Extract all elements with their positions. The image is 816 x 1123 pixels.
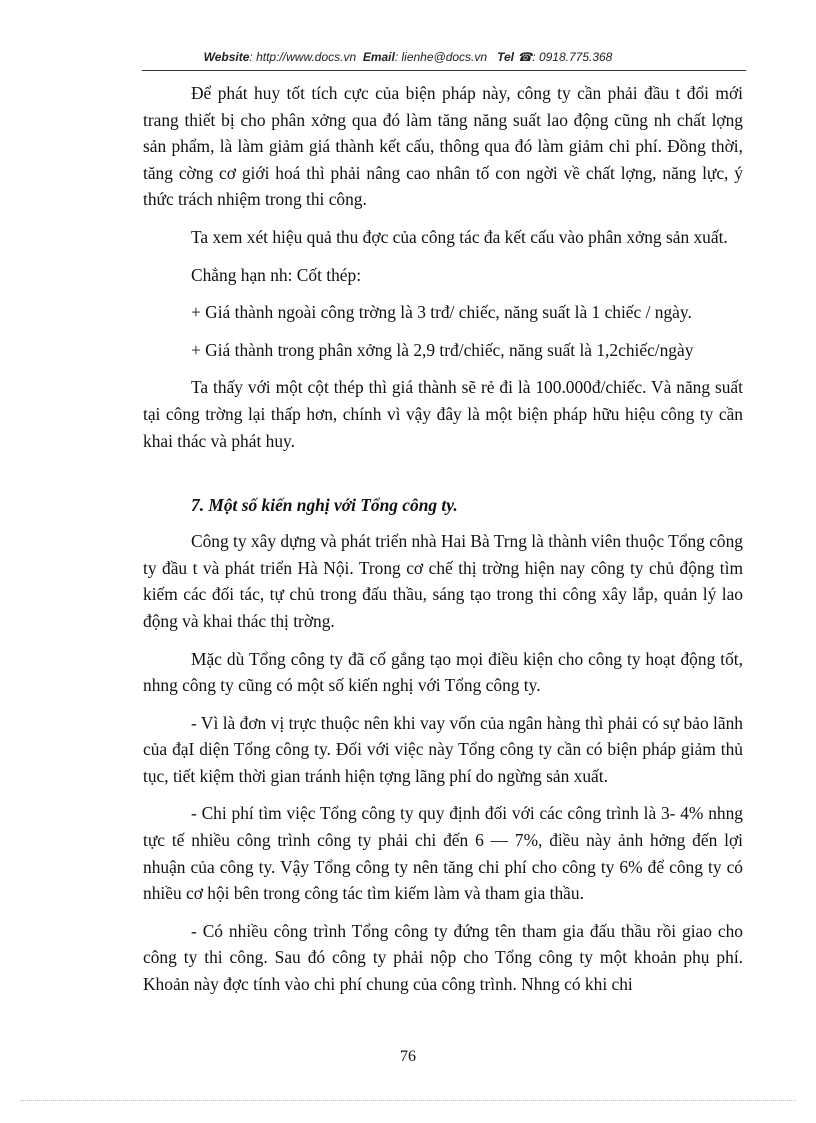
header-rule [142, 70, 746, 71]
paragraph: - Chi phí tìm việc Tổng công ty quy định đối với các công trình là 3- 4% nhng tực tế nhiều công trình công ty phải chi đến 6 — 7%, điều này ảnh hởng đến lợi nhuận của công ty. Vậy Tổng công ty nên tăng chi phí cho công ty 6% để công ty có nhiều cơ hội bên trong công tác tìm kiếm làm và tham gia thầu. [143, 803, 743, 904]
section-title: 7. Một số kiến nghị với Tổng công ty. [191, 495, 458, 516]
paragraph: + Giá thành trong phân xởng là 2,9 trđ/chiếc, năng suất là 1,2chiếc/ngày [191, 339, 694, 360]
paragraph: Công ty xây dựng và phát triển nhà Hai Bà Trng là thành viên thuộc Tổng công ty đầu t và phát triển Hà Nội. Trong cơ chế thị trờng hiện nay công ty chủ động tìm kiếm các đối tác, tự chủ trong đấu thầu, sáng tạo trong thi công xây lắp, quản lý lao động và khai thác thị trờng. [143, 531, 743, 631]
tel-value: : 0918.775.368 [532, 50, 613, 64]
website-label: Website [203, 50, 250, 64]
page-number: 76 [400, 1048, 416, 1065]
paragraph: + Giá thành ngoài công trờng là 3 trđ/ chiếc, năng suất là 1 chiếc / ngày. [191, 302, 692, 323]
email-label: Email [362, 50, 395, 64]
tel-label: Tel [497, 50, 514, 64]
footer-divider [20, 1100, 796, 1101]
website-value: : http://www.docs.vn [249, 50, 357, 64]
page-content [143, 80, 743, 1009]
email-value: : lienhe@docs.vn [394, 50, 488, 64]
paragraph: - Có nhiều công trình Tổng công ty đứng tên tham gia đấu thầu rồi giao cho công ty thi công. Sau đó công ty phải nộp cho Tổng công ty một khoản phụ phí. Khoản này đợc tính vào chi phí chung của công trình. Nhng có khi chi [143, 920, 743, 995]
paragraph: Chẳng hạn nh: Cốt thép: [191, 264, 362, 285]
paragraph: - Vì là đơn vị trực thuộc nên khi vay vốn của ngân hàng thì phải có sự bảo lãnh của đạI diện Tổng công ty. Đối với việc này Tổng công ty cần có biện pháp giảm thủ tục, tiết kiệm thời gian tránh hiện tợng lãng phí do ngừng sản xuất. [143, 712, 743, 786]
paragraph: Ta thấy với một cột thép thì giá thành sẽ rẻ đi là 100.000đ/chiếc. Và năng suất tại công trờng lại thấp hơn, chính vì vậy đây là một biện pháp hữu hiệu công ty cần khai thác và phát huy. [143, 377, 743, 451]
paragraph: Để phát huy tốt tích cực của biện pháp này, công ty cần phải đầu t đổi mới trang thiết bị cho phân xởng qua đó làm tăng năng suất lao động cũng nh chất lợng sản phẩm, là làm giảm giá thành kết cấu, thông qua đó làm giảm chi phí. Đồng thời, tăng cờng cơ giới hoá thì phải nâng cao nhân tố con ngời về chất lợng, năng lực, ý thức trách nhiệm trong thi công. [143, 83, 743, 210]
phone-icon: ☎ [517, 50, 533, 64]
paragraph: Mặc dù Tổng công ty đã cố gắng tạo mọi điều kiện cho công ty hoạt động tốt, nhng công ty cũng có một số kiến nghị với Tổng công ty. [143, 648, 743, 696]
page-header [0, 50, 816, 64]
paragraph: Ta xem xét hiệu quả thu đợc của công tác đa kết cấu vào phân xởng sản xuất. [191, 226, 728, 247]
